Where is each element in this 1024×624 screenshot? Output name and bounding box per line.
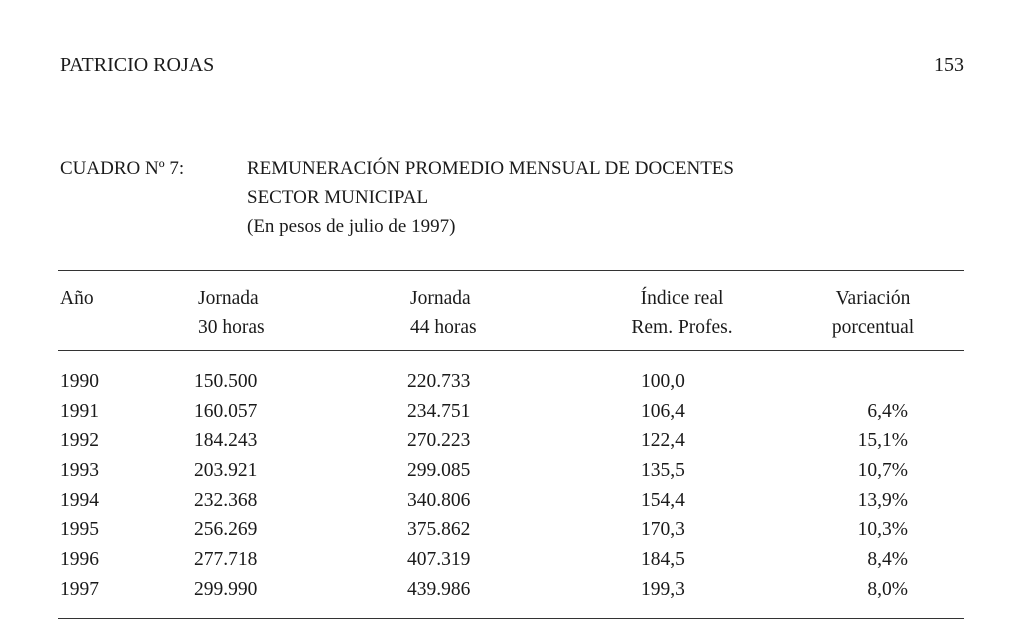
cell-indice: 122,4: [641, 430, 685, 452]
column-header-variacion: [818, 284, 928, 342]
cell-indice: 100,0: [641, 371, 685, 392]
cell-year: 1996: [60, 549, 99, 571]
cell-jornada-44: 270.223: [407, 430, 471, 452]
cell-variacion: 15,1%: [857, 430, 908, 452]
cell-jornada-30: 256.269: [194, 519, 258, 541]
cell-variacion: 13,9%: [857, 489, 908, 511]
column-header-year: [60, 284, 94, 313]
cell-indice: 184,5: [641, 549, 685, 571]
cell-jornada-30: 203.921: [194, 460, 258, 482]
column-header-jornada-30-line-1: Jornada: [198, 288, 259, 309]
cell-indice: 106,4: [641, 400, 685, 422]
cell-year: 1995: [60, 519, 99, 541]
cell-variacion: 8,4%: [867, 549, 908, 571]
page-number: 153: [934, 54, 964, 76]
column-header-jornada-30-line-2: 30 horas: [198, 317, 265, 338]
cell-indice: 199,3: [641, 578, 685, 600]
column-header-indice-line-1: Índice real: [640, 288, 724, 309]
table-row: [0, 456, 1024, 486]
table-subtitle: (En pesos de julio de 1997): [247, 216, 456, 237]
cell-year: 1997: [60, 578, 99, 600]
cell-jornada-44: 375.862: [407, 519, 471, 541]
column-header-jornada-44-line-2: 44 horas: [410, 317, 477, 338]
table-header: [0, 284, 1024, 344]
table-title-line-1: REMUNERACIÓN PROMEDIO MENSUAL DE DOCENTES: [247, 158, 734, 179]
running-header-author: PATRICIO ROJAS: [60, 54, 215, 76]
cell-year: 1993: [60, 460, 99, 482]
cell-jornada-30: 299.990: [194, 578, 258, 600]
column-header-jornada-30: [198, 284, 265, 342]
cell-variacion: 10,7%: [857, 460, 908, 482]
cell-jornada-44: 407.319: [407, 549, 471, 571]
cell-jornada-44: 340.806: [407, 489, 471, 511]
cell-jornada-30: 232.368: [194, 489, 258, 511]
cell-variacion: 8,0%: [867, 578, 908, 600]
running-header: [60, 54, 964, 82]
cell-jornada-44: 439.986: [407, 578, 471, 600]
table-caption-text: [247, 154, 734, 241]
table-row: [0, 515, 1024, 545]
cell-variacion: 10,3%: [857, 519, 908, 541]
cell-jornada-30: 184.243: [194, 430, 258, 452]
cell-jornada-44: 220.733: [407, 371, 471, 392]
cell-year: 1990: [60, 371, 99, 392]
table-bottom-rule: [58, 618, 964, 619]
cell-indice: 154,4: [641, 489, 685, 511]
table-header-rule: [58, 350, 964, 351]
cell-year: 1992: [60, 430, 99, 452]
cell-jornada-30: 277.718: [194, 549, 258, 571]
cell-variacion: 6,4%: [867, 400, 908, 422]
column-header-indice-line-2: Rem. Profes.: [631, 317, 733, 338]
cell-jornada-44: 234.751: [407, 400, 471, 422]
table-row: [0, 486, 1024, 516]
table-row: [0, 397, 1024, 427]
column-header-jornada-44-line-1: Jornada: [410, 288, 471, 309]
table-row: [0, 545, 1024, 575]
cell-jornada-30: 150.500: [194, 371, 258, 392]
column-header-variacion-line-2: porcentual: [831, 317, 915, 338]
cell-indice: 135,5: [641, 460, 685, 482]
cell-jornada-30: 160.057: [194, 400, 258, 422]
cell-indice: 170,3: [641, 519, 685, 541]
column-header-jornada-44: [410, 284, 477, 342]
table-title-line-2: SECTOR MUNICIPAL: [247, 187, 429, 208]
table-row: [0, 367, 1024, 397]
cell-year: 1994: [60, 489, 99, 511]
table-row: [0, 426, 1024, 456]
column-header-variacion-line-1: Variación: [835, 288, 911, 309]
column-header-indice: [614, 284, 750, 342]
table-row: [0, 575, 1024, 605]
cell-jornada-44: 299.085: [407, 460, 471, 482]
table-body: [0, 367, 1024, 605]
table-caption-label: CUADRO Nº 7:: [60, 158, 185, 179]
table-top-rule: [58, 270, 964, 271]
cell-year: 1991: [60, 400, 99, 422]
column-header-year-label: Año: [60, 288, 94, 309]
